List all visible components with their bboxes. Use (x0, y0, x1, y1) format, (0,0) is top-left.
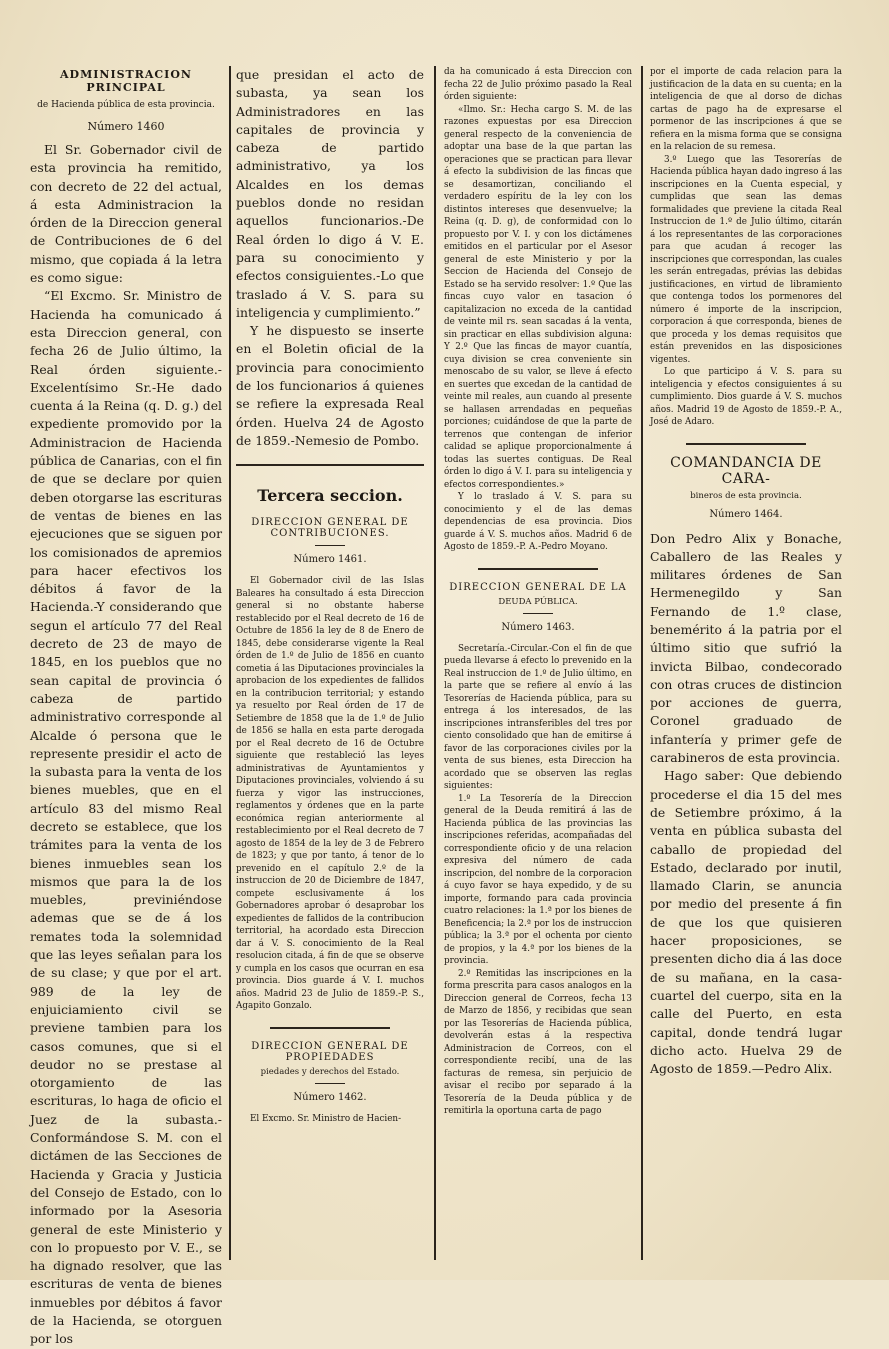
directorate-subheading: DEUDA PÚBLICA. (498, 596, 578, 607)
column-rule (229, 66, 231, 1260)
divider (270, 1027, 390, 1029)
column-4 (646, 66, 846, 1260)
column-rule (434, 66, 436, 1260)
divider (315, 1083, 345, 1084)
directorate-heading: DIRECCION GENERAL DE PROPIEDADES (251, 1040, 409, 1063)
paragraph: que presidan el acto de subasta, ya sean los Administradores en las capitales de provincia y cabeza de partido administrativo, ya los Alcaldes en los demas pueblos donde no residan aquellos funcionarios.-De Real órden lo digo á V. E. para su conocimiento y efectos consiguientes.-Lo que traslado á V. S. para su inteligencia y cumplimiento.” (236, 67, 424, 320)
divider (478, 568, 598, 570)
paragraph: Y he dispuesto se inserte en el Boletin oficial de la provincia para conocimiento de los funcionarios á quienes se refiere la expresada Real órden. Huelva 24 de Agosto de 1859.-Nemesio de Pombo. (236, 323, 424, 448)
directorate-heading: DIRECCION GENERAL DE LA (449, 581, 627, 593)
paragraph: Secretaría.-Circular.-Con el fin de que pueda llevarse á efecto lo prevenido en la Real instruccion de 1.º de Julio último, en la parte que se refiere al envío á las Tesorerías de Hacienda pública, para su entrega á los interesados, de las inscripciones intransferibles del tres por ciento consolidado que han de emitirse á favor de las corporaciones civiles por la venta de sus bienes, esta Direccion ha acordado que se observen las reglas siguientes: (444, 643, 632, 791)
paragraph: 2.º Remitidas las inscripciones en la forma prescrita para casos analogos en la Direccion general de Correos, fecha 13 de Marzo de 1856, y recibidas que sean por las Tesorerías de Hacienda pública, devolverán estas á la respectiva Administracion de Correos, con el correspondiente recibí, una de las facturas de remesa, sin perjuicio de avisar el recibo por separado á la Tesorería de la Deuda pública y de remitirla la oportuna carta de pago (444, 968, 632, 1116)
divider (523, 613, 553, 614)
paragraph: Hago saber: Que debiendo procederse el dia 15 del mes de Setiembre próximo, á la venta en pública subasta del caballo de propiedad del Estado, declarado por inutil, llamado Clarin, se anuncia por medio del presente á fin de que los que quisieren hacer proposiciones, se presenten dicho dia á las doce de su mañana, en la casa-cuartel del cuerpo, sita en la calle del Puerto, en esta capital, donde tendrá lugar dicho acto. Huelva 29 de Agosto de 1859.—Pedro Alix. (650, 768, 842, 1077)
divider (686, 443, 806, 445)
directorate-subheading: piedades y derechos del Estado. (260, 1066, 400, 1077)
column-2 (232, 66, 428, 1260)
section-title: Tercera seccion. (257, 486, 403, 506)
paragraph: El Sr. Gobernador civil de esta provincia ha remitido, con decreto de 22 del actual, á esta Administracion la órden de la Direccion general de Contribuciones de 6 del mismo, que copiada á la letra es como sigue: (30, 142, 222, 286)
notice-number: Número 1464. (709, 508, 783, 520)
divider (236, 464, 424, 466)
divider (315, 545, 345, 546)
paragraph: Lo que participo á V. S. para su inteligencia y efectos consiguientes á su cumplimiento. Dios guarde á V. S. muchos años. Madrid 19 de Agosto de 1859.-P. A., José de Adaro. (650, 367, 842, 427)
column-rule (641, 66, 643, 1260)
section-subheading: bineros de esta provincia. (690, 490, 802, 501)
section-subheading: de Hacienda pública de esta provincia. (37, 100, 215, 110)
paragraph: «Ilmo. Sr.: Hecha cargo S. M. de las razones expuestas por esa Direccion general respecto de la conveniencia de adoptar una base de la que partan las operaciones que se practican para llevar á efecto la subdivision de las fincas que se desamortizan, conciliando el verdadero espíritu de la ley con los distintos intereses que desenvuelve; la Reina (q. D. g), de conformidad con lo propuesto por V. I. y con los dictámenes emitidos en el particular por el Asesor general de este Ministerio y por la Seccion de Hacienda del Consejo de Estado se ha servido resolver: 1.º Que las fincas cuyo valor en tasacion ó capitalizacion no exceda de la cantidad de veinte mil rs. sean sacadas á la venta, sin practicar en ellas subdivision alguna: Y 2.º Que las fincas de mayor cuantía, cuya division se crea conveniente sin menoscabo de su valor, se lleve á efecto en suertes que excedan de la cantidad de veinte mil reales, aun cuando al presente se hallasen arrendadas en pequeñas porciones; cuidándose de que la parte de terrenos que contengan de inferior calidad se aplique proporcionalmente á todas las suertes contiguas. De Real órden lo digo á V. I. para su inteligencia y efectos correspondientes.» (444, 104, 632, 490)
notice-number: Número 1461. (293, 554, 367, 566)
paragraph: Y lo traslado á V. S. para su conocimiento y el de las demas dependencias de esa provincia. Dios guarde á V. S. muchos años. Madrid 6 de Agosto de 1859.-P. A.-Pedro Moyano. (444, 492, 632, 552)
notice-number: Número 1460 (87, 120, 165, 133)
paragraph: El Gobernador civil de las Islas Baleares ha consultado á esta Direccion general si no obstante haberse restablecido por el Real decreto de 16 de Octubre de 1856 la ley de 8 de Enero de 1845, debe considerarse vigente la Real órden de 1.º de Julio de 1856 en cuanto cometia á las Diputaciones provinciales la aprobacion de los expedientes de fallidos en la contribucion territorial; y estando ya resuelto por Real órden de 17 de Setiembre de 1858 que la de 1.º de Julio de 1856 se halla en esta parte derogada por el Real decreto de 16 de Octubre siguiente que restableció las leyes administrativas de Ayuntamientos y Diputaciones provinciales, volviendo á su fuerza y vigor las instrucciones, reglamentos y órdenes que en la parte económica regian anteriormente al restablecimiento por el Real decreto de 7 agosto de 1854 de la ley de 3 de Febrero de 1823; y que por tanto, á tenor de lo prevenido en el capítulo 2.º de la instruccion de 20 de Diciembre de 1847, compete esclusivamente á los Gobernadores aprobar ó desaprobar los expedientes de fallidos de la contribucion territorial, ha acordado esta Direccion dar á V. S. conocimiento de la Real resolucion citada, á fin de que se observe y cumpla en los casos que ocurran en esa provincia. Dios guarde á V. I. muchos años. Madrid 23 de Julio de 1859.-P. S., Agapito Gonzalo. (236, 576, 424, 1012)
paragraph: El Excmo. Sr. Ministro de Hacien- (250, 1113, 402, 1124)
section-heading: COMANDANCIA DE CARA- (670, 454, 822, 487)
paragraph: 3.º Luego que las Tesorerías de Hacienda pública hayan dado ingreso á las inscripciones en la Cuenta especial, y cumplidas que sean las demas formalidades que previene la citada Real Instruccion de 1.º de Julio último, citarán á los representantes de las corporaciones para que acudan á recoger las inscripciones que correspondan, las cuales les serán entregadas, prévias las debidas justificaciones, en virtud de libramiento que contenga todos los pormenores del número é importe de la inscripcion, corporacion á que corresponda, bienes de que proceda y los demas requisitos que están prevenidos en las disposiciones vigentes. (650, 154, 842, 365)
column-1 (26, 66, 226, 1347)
column-3 (440, 66, 636, 1260)
paragraph: “El Excmo. Sr. Ministro de Hacienda ha comunicado á esta Direccion general, con fecha 26 de Julio último, la Real órden siguiente.-Excelentísimo Sr.-He dado cuenta á la Reina (q. D. g.) del expediente promovido por la Administracion de Hacienda pública de Canarias, con el fin de que se declare por quien deben otorgarse las escrituras de ventas de bienes en las ejecuciones que se siguen por los comisionados de apremios para hacer efectivos los débitos á favor de la Hacienda.-Y considerando que segun el artículo 77 del Real decreto de 23 de mayo de 1845, en los pueblos que no sean capital de provincia ó cabeza de partido administrativo corresponde al Alcalde ó persona que le represente presidir el acto de la subasta para la venta de los bienes muebles, que en el artículo 83 del mismo Real decreto se establece, que los trámites para la venta de los bienes inmuebles sean los mismos que para la de los muebles, previniéndose ademas que se de á los remates toda la solemnidad que las leyes señalan para los de su clase; y que por el art. 989 de la ley de enjuiciamiento civil se previene tambien para los casos comunes, que si el deudor no se prestase al otorgamiento de las escrituras, lo haga de oficio el Juez de la subasta.-Conformándose S. M. con el dictámen de las Secciones de Hacienda y Gracia y Justicia del Consejo de Estado, con lo informado por la Asesoria general de este Ministerio y con lo propuesto por V. E., se ha dignado resolver, que las escrituras de venta de bienes inmuebles por débitos á favor de la Hacienda, se otorguen por los (30, 288, 222, 1347)
notice-number: Número 1463. (501, 621, 575, 633)
paragraph: Don Pedro Alix y Bonache, Caballero de las Reales y militares órdenes de San Hermenegildo y San Fernando de 1.º clase, benemérito á la patria por el último sitio que sufrió la invicta Bilbao, condecorado con otras cruces de distincion por acciones de guerra, Coronel graduado de infantería y primer gefe de carabineros de esta provincia. (650, 530, 842, 766)
section-heading: ADMINISTRACION PRINCIPAL (60, 68, 192, 94)
notice-number: Número 1462. (293, 1091, 367, 1103)
paragraph: 1.º La Tesorería de la Direccion general de la Deuda remitirá á las de Hacienda pública de las provincias las inscripciones referidas, acompañadas del correspondiente oficio y de una relacion expresiva del número de cada inscripcion, del nombre de la corporacion á cuyo favor se haya expedido, y de su importe, formando para cada provincia cuatro relaciones: la 1.ª por los bienes de Beneficencia; la 2.ª por los de instruccion pública; la 3.ª por el ochenta por ciento de propios, y la 4.ª por los bienes de la provincia. (444, 793, 632, 966)
paragraph: da ha comunicado á esta Direccion con fecha 22 de Julio próximo pasado la Real órden siguiente: (444, 67, 632, 102)
paragraph: por el importe de cada relacion para la justificacion de la data en su cuenta; en la inteligencia de que al dorso de dichas cartas de pago ha de expresarse el pormenor de las inscripciones á que se refiera en la misma forma que se consigna en la relacion de su remesa. (650, 67, 842, 152)
directorate-heading: DIRECCION GENERAL DE CONTRIBUCIONES. (251, 517, 409, 540)
